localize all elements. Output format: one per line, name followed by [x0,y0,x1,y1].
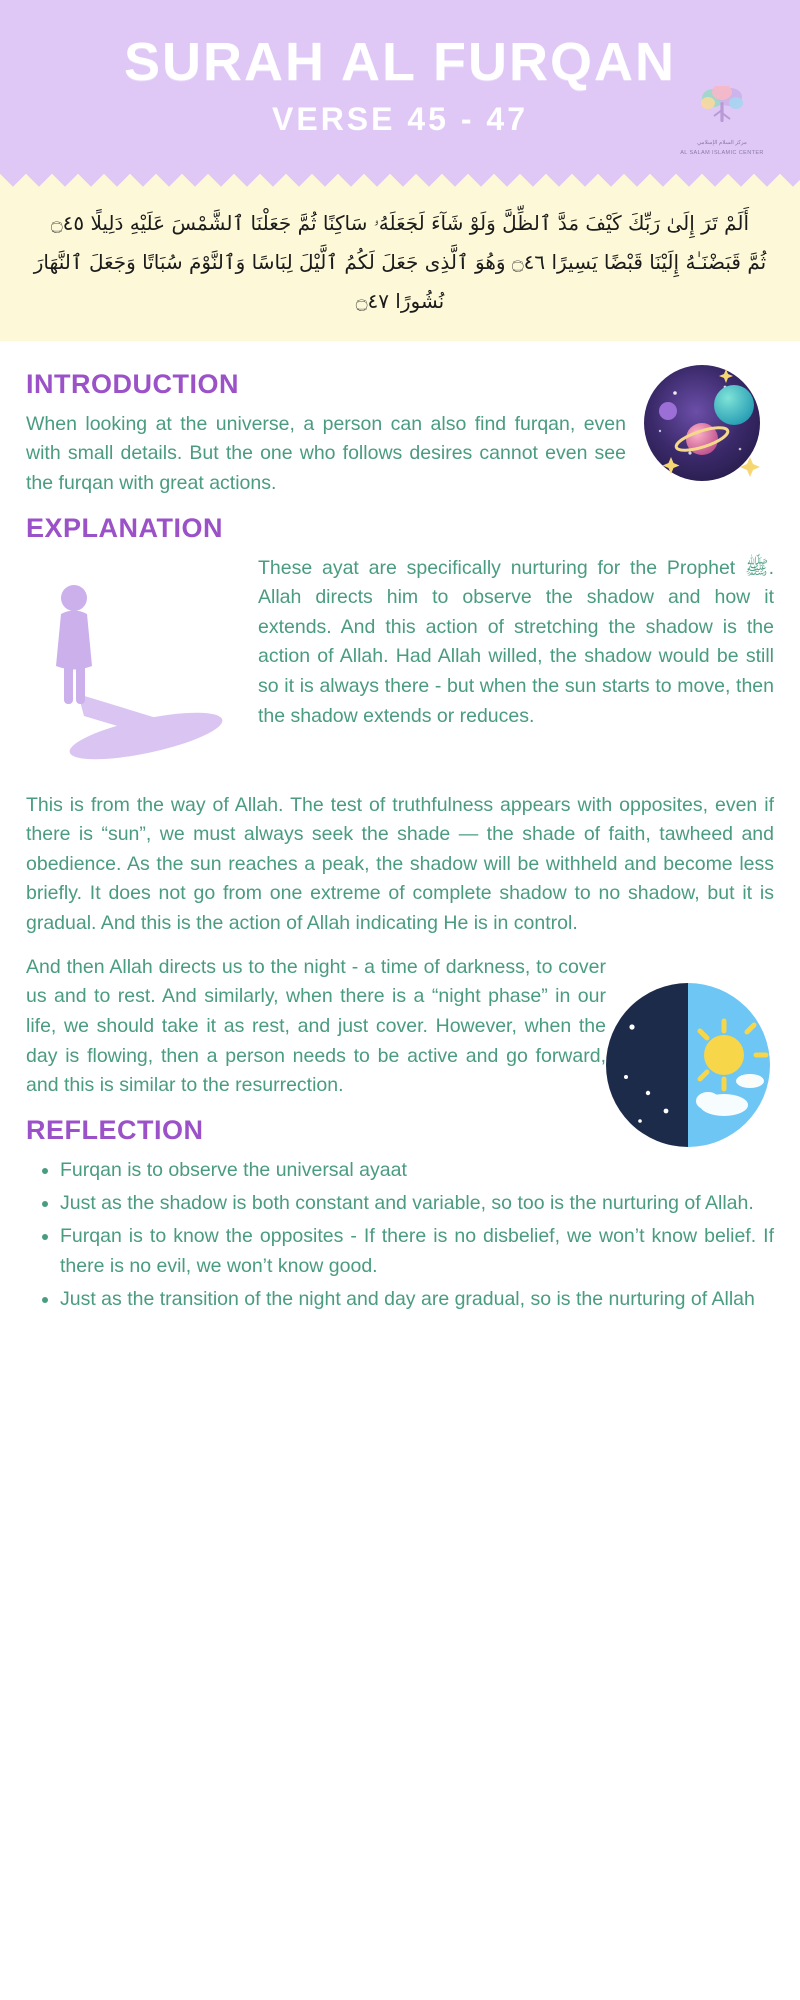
explanation-section [26,554,774,791]
tree-logo-icon [674,86,770,132]
organization-logo [674,86,770,156]
list-item: • Just as the shadow is both constant and variable, so too is the nurturing of Allah. [60,1189,774,1218]
page-title: SURAH AL FURQAN [124,32,676,92]
list-item: • Furqan is to know the opposites - If there is no disbelief, we won’t know belief. If there is no evil, we won’t know good. [60,1222,774,1281]
page-header [0,0,800,166]
explanation-heading: EXPLANATION [26,512,224,543]
explanation-paragraph-2: This is from the way of Allah. The test of truthfulness appears with opposites, even if there is “sun”, we must always seek the shade — the shade of faith, tawheed and obedience. As the sun reaches a peak, the shadow will be withheld and become less briefly. It does not go from one extreme of complete shadow to no shadow, but it is gradual. And this is the action of Allah indicating He is in control. [26,793,774,935]
list-item: • Furqan is to observe the universal ayaat [60,1156,774,1185]
arabic-verse-line-1: أَلَمْ تَرَ إِلَىٰ رَبِّكَ كَيْفَ مَدَّ ٱلظِّلَّ وَلَوْ شَآءَ لَجَعَلَهُۥ سَاكِنًا ثُمَّ جَعَلْنَا ٱلشَّمْسَ عَلَيْهِ دَلِيلًا ۝٤٥ [50,210,750,235]
header-zigzag-divider [0,166,800,192]
reflection-heading: REFLECTION [26,1114,204,1145]
explanation-paragraph-1: These ayat are specifically nurturing for the Prophet ﷺ. Allah directs him to observe the shadow and how it extends. And this action of stretching the shadow is the action of Allah. Had Allah willed, the shadow would be still so it is always there - but when the sun starts to move, then the shadow extends or reduces. [258,556,774,727]
introduction-heading: INTRODUCTION [26,368,239,399]
explanation-paragraph-3: And then Allah directs us to the night - a time of darkness, to cover us and to rest. And similarly, when there is a “night phase” in our life, we should take it as rest, and just cover. However, when the day is flowing, then a person needs to be active and go forward, and this is similar to the resurrection. [26,955,606,1097]
person-shadow-icon [26,576,246,786]
arabic-verse-line-3: نُشُورًا ۝٤٧ [355,288,445,313]
day-night-circle-icon [604,981,772,1149]
galaxy-planets-icon [630,353,780,503]
arabic-verse-band [0,192,800,341]
introduction-section [26,369,774,499]
introduction-paragraph: When looking at the universe, a person can also find furqan, even with small details. But the one who follows desires cannot even see the furqan with great actions. [26,412,626,494]
logo-caption-english: AL SALAM ISLAMIC CENTER [680,150,764,157]
reflection-list [26,1156,774,1314]
list-item: • Just as the transition of the night and day are gradual, so is the nurturing of Allah [60,1285,774,1314]
logo-caption-arabic: مركز السلام الإسلامي [697,140,747,146]
page-subtitle: VERSE 45 - 47 [272,100,528,137]
document-content [0,341,800,1348]
night-day-section [26,953,774,1101]
shadow-figure-illustration [26,554,246,791]
arabic-verse-line-2: ثُمَّ قَبَضْنَـٰهُ إِلَيْنَا قَبْضًا يَسِيرًا ۝٤٦ وَهُوَ ٱلَّذِى جَعَلَ لَكُمُ ٱلَّيْلَ لِبَاسًا وَٱلنَّوْمَ سُبَاتًا وَجَعَلَ ٱلنَّهَارَ [33,249,767,274]
